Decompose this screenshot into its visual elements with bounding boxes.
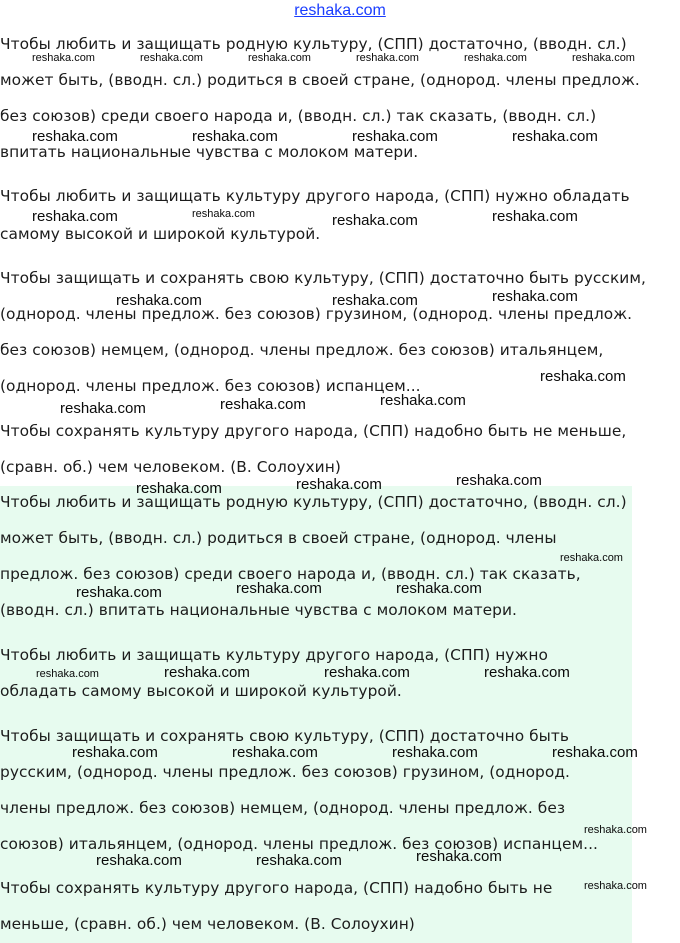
text-line: (однород. члены предлож. без союзов) испанцем... [0,377,421,395]
watermark: reshaka.com [192,208,255,220]
watermark: reshaka.com [256,852,342,869]
watermark: reshaka.com [456,472,542,489]
watermark: reshaka.com [552,744,638,761]
watermark: reshaka.com [32,52,95,64]
watermark: reshaka.com [352,128,438,145]
watermark: reshaka.com [248,52,311,64]
watermark: reshaka.com [396,580,482,597]
watermark: reshaka.com [584,824,647,836]
highlighted-answer-block [0,486,632,943]
text-line: (вводн. сл.) впитать национальные чувства с молоком матери. [0,601,517,619]
watermark: reshaka.com [136,480,222,497]
text-line: Чтобы сохранять культуру другого народа, (СПП) надобно быть не [0,879,553,897]
text-line: Чтобы любить и защищать родную культуру, (СПП) достаточно, (вводн. сл.) [0,493,627,511]
watermark: reshaka.com [296,476,382,493]
watermark: reshaka.com [392,744,478,761]
text-line: Чтобы любить и защищать родную культуру, (СПП) достаточно, (вводн. сл.) [0,35,627,53]
text-line: Чтобы сохранять культуру другого народа, (СПП) надобно быть не меньше, [0,422,627,440]
watermark: reshaka.com [484,664,570,681]
watermark: reshaka.com [492,288,578,305]
watermark: reshaka.com [584,880,647,892]
watermark: reshaka.com [76,584,162,601]
watermark: reshaka.com [36,668,99,680]
watermark: reshaka.com [572,52,635,64]
watermark: reshaka.com [492,208,578,225]
site-link[interactable]: reshaka.com [294,2,386,19]
text-line: без союзов) среди своего народа и, (вводн. сл.) так сказать, (вводн. сл.) [0,107,597,125]
watermark: reshaka.com [380,392,466,409]
watermark: reshaka.com [116,292,202,309]
watermark: reshaka.com [512,128,598,145]
text-line: без союзов) немцем, (однород. члены предлож. без союзов) итальянцем, [0,341,604,359]
text-line: меньше, (сравн. об.) чем человеком. (В. Солоухин) [0,915,415,933]
text-line: впитать национальные чувства с молоком матери. [0,143,419,161]
watermark: reshaka.com [220,396,306,413]
text-line: (сравн. об.) чем человеком. (В. Солоухин) [0,458,341,476]
watermark: reshaka.com [356,52,419,64]
watermark: reshaka.com [236,580,322,597]
text-line: самому высокой и широкой культурой. [0,225,321,243]
text-line: Чтобы защищать и сохранять свою культуру, (СПП) достаточно быть [0,727,569,745]
text-line: русским, (однород. члены предлож. без союзов) грузином, (однород. [0,763,570,781]
watermark: reshaka.com [540,368,626,385]
text-line: Чтобы защищать и сохранять свою культуру, (СПП) достаточно быть русским, [0,269,646,287]
watermark: reshaka.com [416,848,502,865]
text-line: Чтобы любить и защищать культуру другого народа, (СПП) нужно обладать [0,187,630,205]
text-line: обладать самому высокой и широкой культурой. [0,682,402,700]
watermark: reshaka.com [332,212,418,229]
watermark: reshaka.com [560,552,623,564]
watermark: reshaka.com [32,128,118,145]
text-line: предлож. без союзов) среди своего народа и, (вводн. сл.) так сказать, [0,565,581,583]
watermark: reshaka.com [140,52,203,64]
text-line: члены предлож. без союзов) немцем, (однород. члены предлож. без [0,799,566,817]
text-line: может быть, (вводн. сл.) родиться в своей стране, (однород. члены [0,529,557,547]
watermark: reshaka.com [32,208,118,225]
text-line: может быть, (вводн. сл.) родиться в своей стране, (однород. члены предлож. [0,71,640,89]
watermark: reshaka.com [192,128,278,145]
watermark: reshaka.com [232,744,318,761]
text-line: (однород. члены предлож. без союзов) грузином, (однород. члены предлож. [0,305,633,323]
watermark: reshaka.com [332,292,418,309]
watermark: reshaka.com [60,400,146,417]
watermark: reshaka.com [164,664,250,681]
watermark: reshaka.com [464,52,527,64]
watermark: reshaka.com [72,744,158,761]
watermark: reshaka.com [324,664,410,681]
watermark: reshaka.com [96,852,182,869]
text-line: Чтобы любить и защищать культуру другого народа, (СПП) нужно [0,646,548,664]
text-line: союзов) итальянцем, (однород. члены предлож. без союзов) испанцем... [0,835,598,853]
